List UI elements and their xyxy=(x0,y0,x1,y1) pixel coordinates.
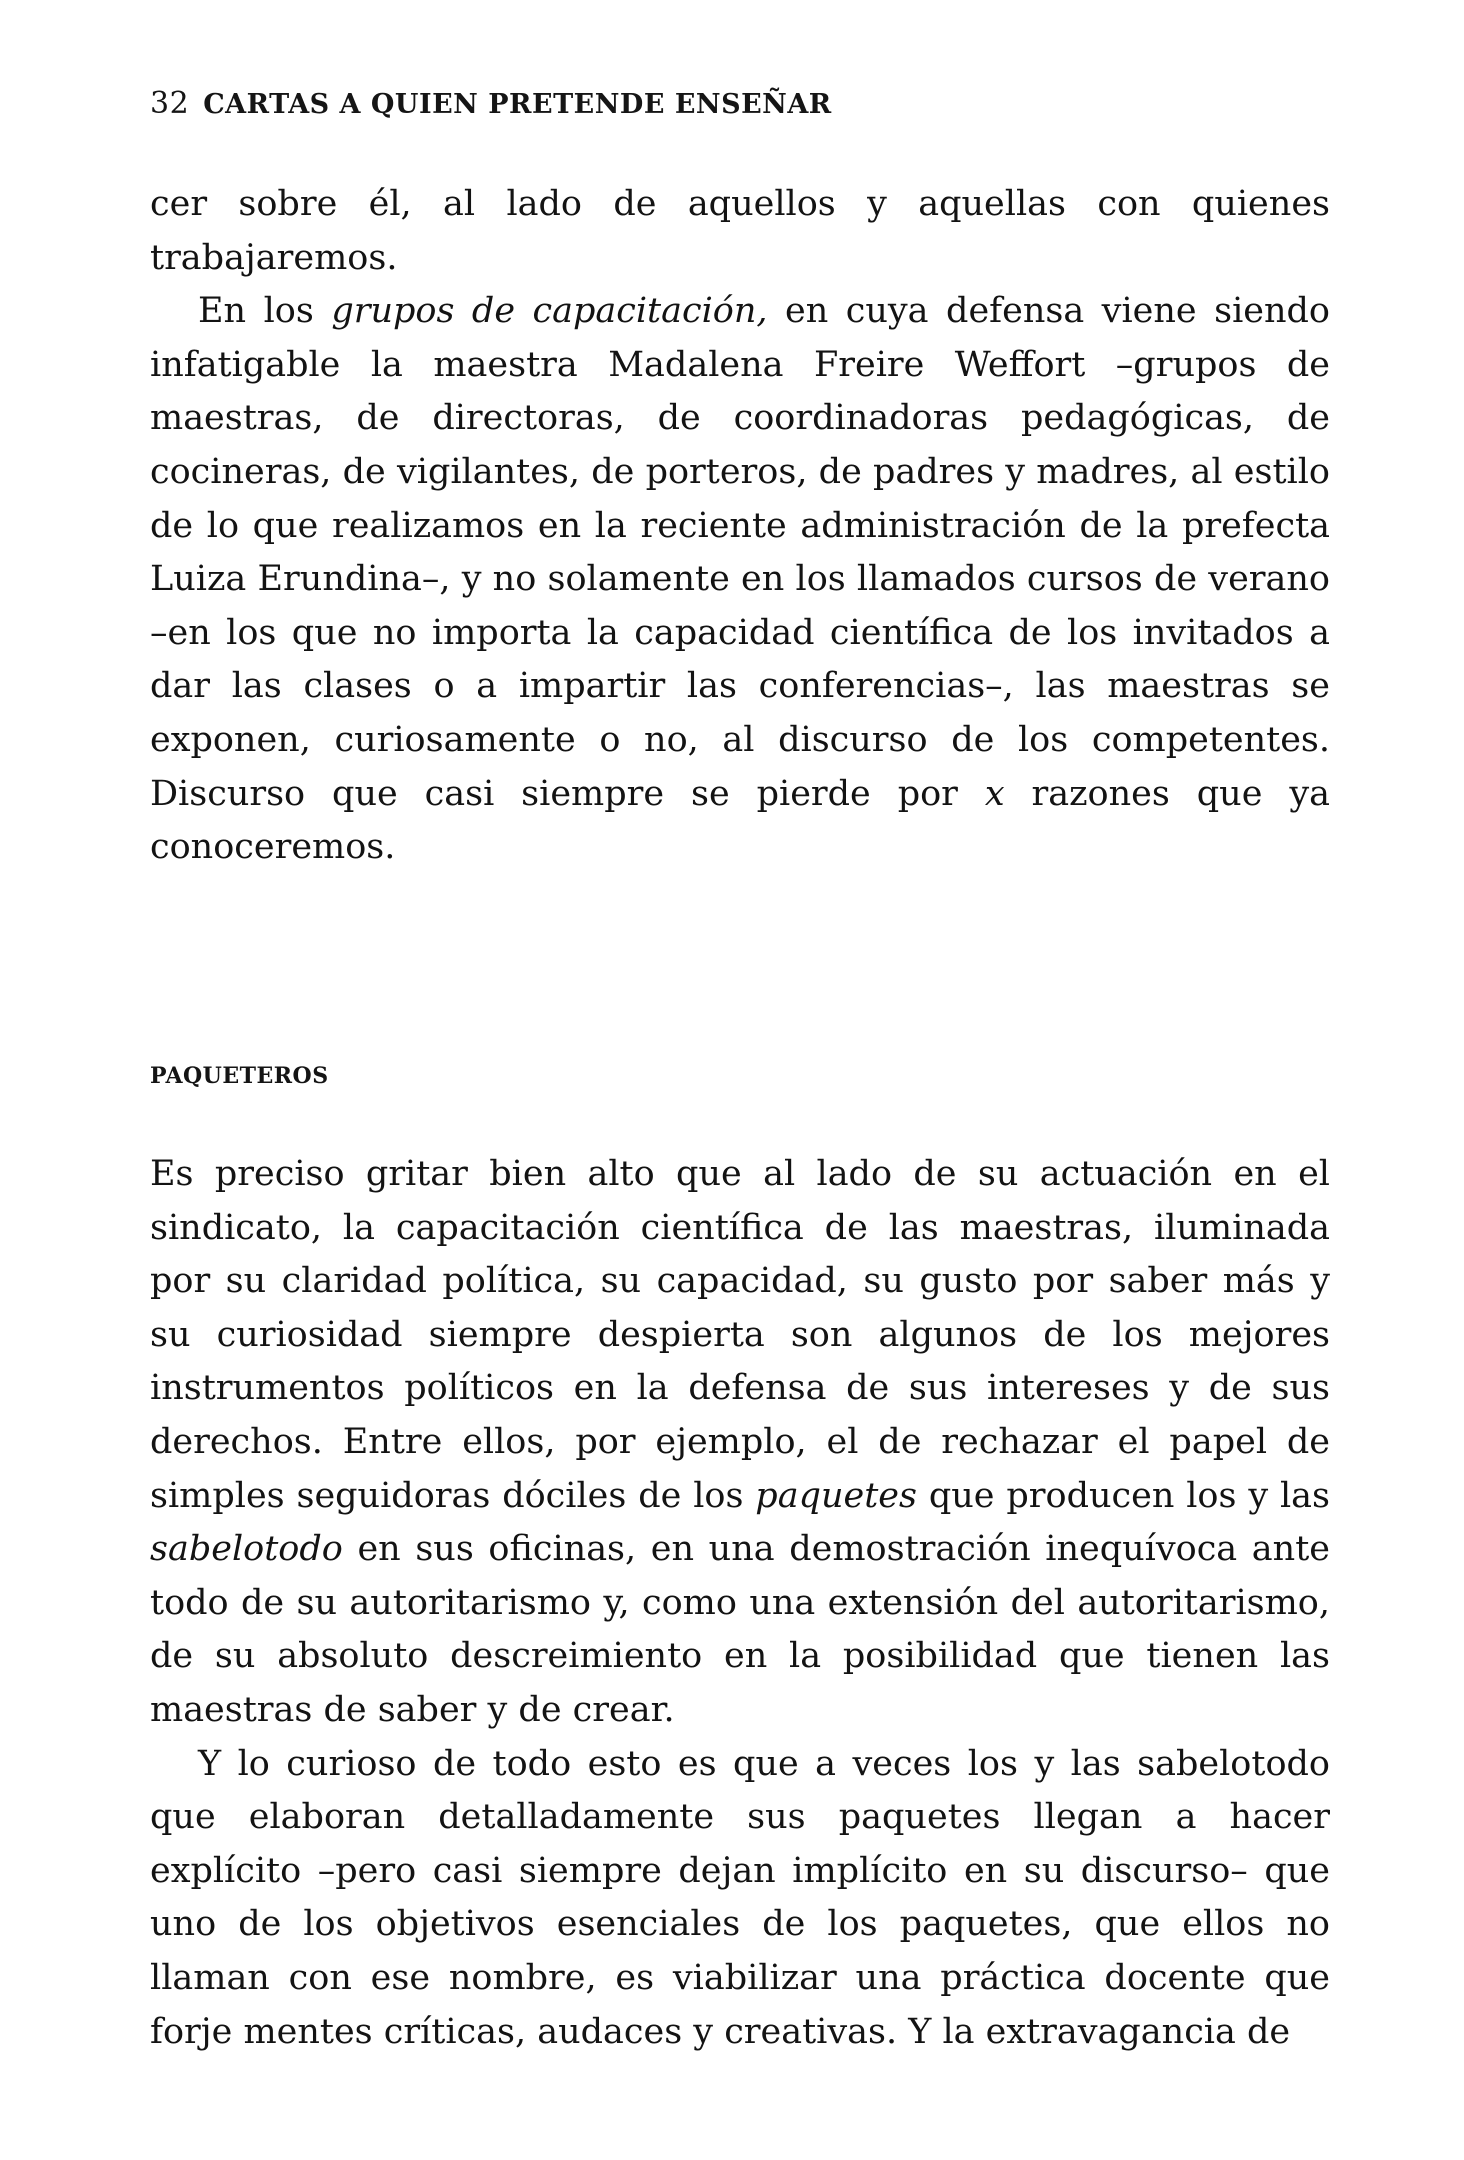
italic-term-grupos: grupos de capacitación, xyxy=(331,291,768,332)
section-heading: PAQUETEROS xyxy=(150,1063,329,1089)
paragraph-paqueteros-1 xyxy=(150,1148,1330,1738)
italic-term-sabelotodo: sabelotodo xyxy=(150,1529,343,1570)
text-run: en cuya defensa viene siendo infatigable la maestra Madalena Freire Weffort –grupos de maestras, de directoras, de coordinadoras pedagógicas, de cocineras, de vigilantes, de porteros, de padres y madres, al estilo de lo que realizamos en la reciente administración de la prefecta Luiza Erundina–, y no solamente en los llamados cursos de verano –en los que no importa la capacidad científica de los invitados a dar las clases o a impartir las conferencias–, las maestras se exponen, curiosamente o no, al discurso de los competentes. Discurso que casi siempre se pierde por xyxy=(150,291,1330,814)
paragraph-capacitacion xyxy=(150,285,1330,875)
page-number: 32 xyxy=(150,86,190,121)
italic-x: x xyxy=(984,773,1005,814)
running-title: CARTAS A QUIEN PRETENDE ENSEÑAR xyxy=(203,89,832,120)
text-block-2 xyxy=(150,1148,1330,2059)
text-run: En los xyxy=(198,291,332,332)
text-run: razones que ya conoceremos. xyxy=(150,773,1330,868)
text-block-1 xyxy=(150,178,1330,875)
text-run: que producen los y las xyxy=(916,1475,1330,1516)
paragraph-paqueteros-2: Y lo curioso de todo esto es que a veces los y las sabelotodo que elaboran detalladamente sus paquetes llegan a hacer explícito –pero casi siempre dejan implícito en su discurso– que uno de los objetivos esenciales de los paquetes, que ellos no llaman con ese nombre, es viabilizar una práctica docente que forje mentes críticas, audaces y creativas. Y la extravagancia de xyxy=(150,1743,1330,2052)
paragraph-continuation: cer sobre él, al lado de aquellos y aquellas con quienes trabajaremos. xyxy=(150,184,1330,278)
running-header xyxy=(150,86,832,121)
text-run: en sus oficinas, en una demostración inequívoca ante todo de su autoritarismo y, como una extensión del autoritarismo, de su absoluto descreimiento en la posibilidad que tienen las maestras de saber y de crear. xyxy=(150,1529,1330,1730)
book-page xyxy=(150,0,1330,2160)
italic-term-paquetes: paquetes xyxy=(755,1475,917,1516)
text-run: Es preciso gritar bien alto que al lado de su actuación en el sindicato, la capacitación científica de las maestras, iluminada por su claridad política, su capacidad, su gusto por saber más y su curiosidad siempre despierta son algunos de los mejores instrumentos políticos en la defensa de sus intereses y de sus derechos. Entre ellos, por ejemplo, el de rechazar el papel de simples seguidoras dóciles de los xyxy=(150,1154,1330,1516)
